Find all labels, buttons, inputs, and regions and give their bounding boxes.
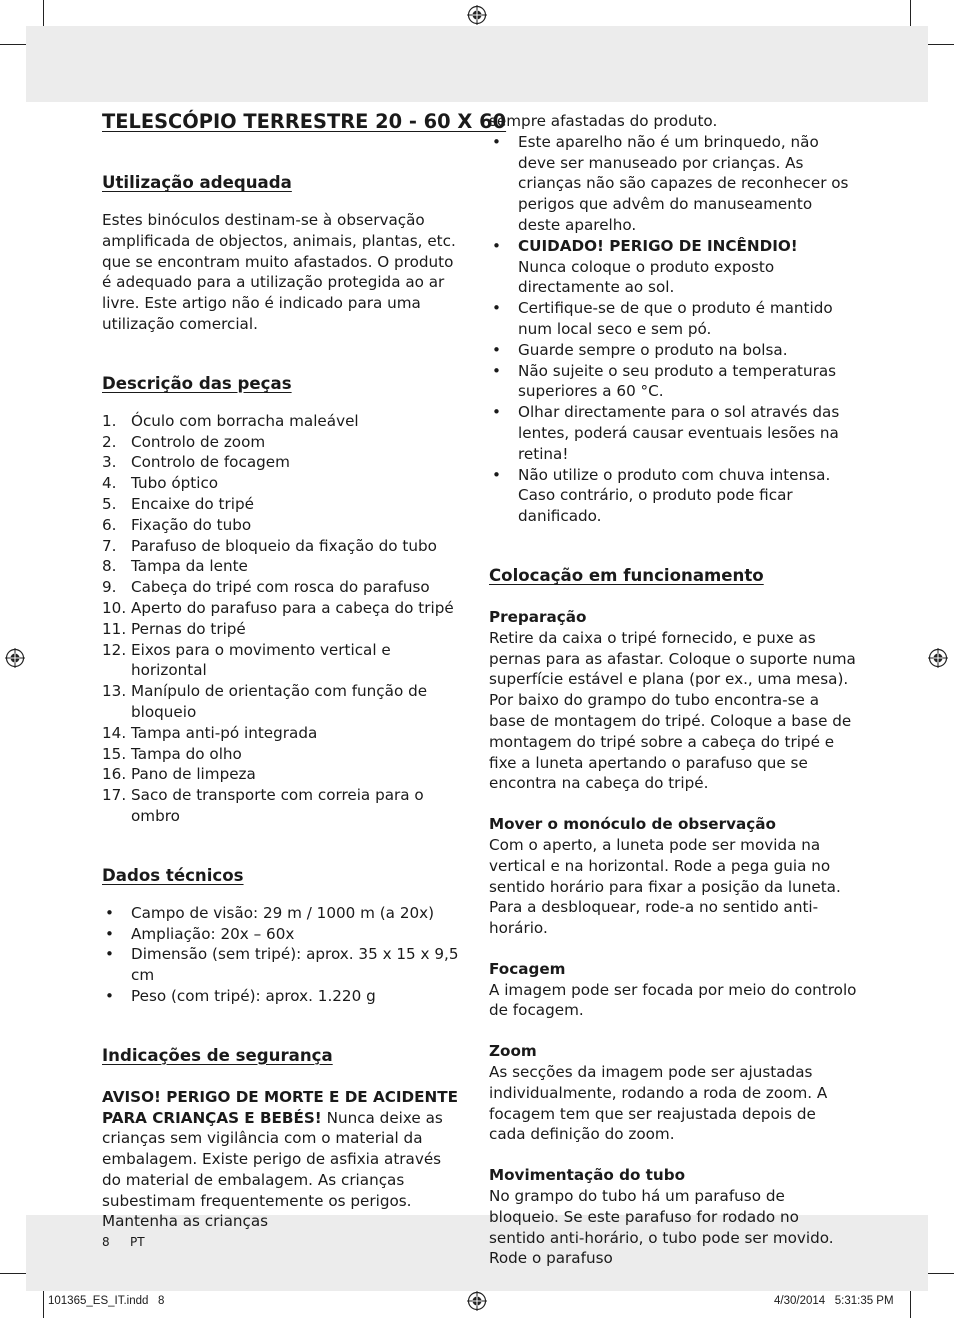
left-column bbox=[102, 110, 507, 1232]
registration-mark-icon bbox=[467, 5, 487, 25]
mover-text: Com o aperto, a luneta pode ser movida na vertical e na horizontal. Rode a pega guia no sentido horário para fixar a posição da luneta. Para a desbloquear, rode-a no sentido anti-horário. bbox=[489, 835, 841, 938]
crop-mark bbox=[43, 0, 44, 26]
list-item: • Guarde sempre o produto na bolsa. bbox=[492, 340, 788, 359]
crop-mark bbox=[0, 1273, 26, 1274]
crop-mark bbox=[0, 44, 26, 45]
section-heading-descricao: Descrição das peças bbox=[102, 373, 292, 393]
list-item: 5. Encaixe do tripé bbox=[102, 494, 254, 513]
list-item: • Não sujeite o seu produto a temperaturas superiores a 60 °C. bbox=[492, 361, 837, 401]
list-item: 17. Saco de transporte com correia para o ombro bbox=[102, 786, 424, 825]
list-item: 12. Eixos para o movimento vertical e horizontal bbox=[102, 640, 391, 680]
section-heading-utilizacao: Utilização adequada bbox=[102, 173, 292, 192]
section-heading-seguranca: Indicações de segurança bbox=[102, 1045, 333, 1065]
list-item: 10. Aperto do parafuso para a cabeça do tripé bbox=[102, 598, 454, 617]
list-item: • Campo de visão: 29 m / 1000 m (a 20x) bbox=[105, 903, 435, 922]
utilizacao-text: Estes binóculos destinam-se à observação amplificada de objectos, animais, plantas, etc. que se encontram muito afastados. O produto é adequado para a utilização protegida ao ar livre. Este artigo não é indicado para uma utilização comercial. bbox=[102, 211, 456, 333]
list-item: 13. Manípulo de orientação com função de bloqueio bbox=[102, 682, 428, 721]
list-item: 3. Controlo de focagem bbox=[102, 453, 290, 472]
subheading-mover: Mover o monóculo de observação bbox=[489, 815, 776, 834]
parts-list bbox=[102, 411, 464, 827]
specs-list bbox=[102, 903, 464, 1007]
focagem-text: A imagem pode ser focada por meio do controlo de focagem. bbox=[489, 980, 857, 1020]
list-item: • Não utilize o produto com chuva intensa. Caso contrário, o produto pode ficar danificado. bbox=[492, 465, 831, 526]
page-title: TELESCÓPIO TERRESTRE 20 - 60 X 60 bbox=[102, 110, 507, 133]
list-item: • Olhar directamente para o sol através das lentes, poderá causar eventuais lesões na retina! bbox=[492, 403, 840, 463]
tubo-text: No grampo do tubo há um parafuso de bloqueio. Se este parafuso for rodado no sentido anti-horário, o tubo pode ser movido. Rode o parafuso bbox=[489, 1187, 834, 1268]
safety-list bbox=[489, 132, 857, 527]
header-band bbox=[26, 26, 928, 102]
subheading-preparacao: Preparação bbox=[489, 607, 587, 626]
list-item: 11. Pernas do tripé bbox=[102, 619, 246, 638]
crop-mark bbox=[910, 1291, 911, 1318]
list-item: 7. Parafuso de bloqueio da fixação do tubo bbox=[102, 536, 437, 555]
list-item: 1. Óculo com borracha maleável bbox=[102, 411, 359, 430]
list-item: 15. Tampa do olho bbox=[102, 744, 242, 763]
subheading-zoom: Zoom bbox=[489, 1042, 537, 1061]
warning-continued: sempre afastadas do produto. bbox=[489, 112, 718, 130]
page-number: 8 bbox=[102, 1235, 110, 1249]
list-item: 6. Fixação do tubo bbox=[102, 515, 252, 534]
section-heading-dados: Dados técnicos bbox=[102, 865, 244, 885]
warning-paragraph bbox=[102, 1087, 464, 1233]
section-heading-colocacao: Colocação em funcionamento bbox=[489, 565, 764, 585]
preparacao-text: Retire da caixa o tripé fornecido, e puxe as pernas para as afastar. Coloque o suporte numa superfície estável e plana (por ex., uma mesa). Por baixo do grampo do tubo encontra-se a base de montagem do tripé. Coloque a base de montagem do tripé sobre a cabeça do tripé e fixe a luneta apertando o parafuso que se encontra na cabeça do tripé. bbox=[489, 628, 856, 793]
language-code: PT bbox=[130, 1235, 145, 1249]
list-item: • Este aparelho não é um brinquedo, não deve ser manuseado por crianças. As crianças não são capazes de reconhecer os perigos que advêm do manuseamento deste aparelho. bbox=[492, 132, 849, 234]
warning-bold: AVISO! PERIGO DE MORTE E DE ACIDENTE PARA CRIANÇAS E BEBÉS! bbox=[102, 1087, 458, 1127]
subheading-tubo: Movimentação do tubo bbox=[489, 1166, 686, 1185]
list-item: 4. Tubo óptico bbox=[102, 474, 219, 493]
list-item: 16. Pano de limpeza bbox=[102, 765, 256, 784]
crop-mark bbox=[43, 1291, 44, 1318]
crop-mark bbox=[910, 0, 911, 26]
subheading-focagem: Focagem bbox=[489, 959, 566, 978]
crop-mark bbox=[928, 44, 954, 45]
warning-text: Nunca deixe as crianças sem vigilância com o material da embalagem. Existe perigo de asfixia através do material de embalagem. As crianças subestimam frequentemente os perigos. Mantenha as crianças bbox=[102, 1108, 443, 1231]
list-item: 14. Tampa anti-pó integrada bbox=[102, 723, 318, 742]
registration-mark-icon bbox=[5, 648, 25, 668]
registration-mark-icon bbox=[467, 1291, 487, 1311]
list-item: • Ampliação: 20x – 60x bbox=[105, 924, 295, 943]
list-item: 8. Tampa da lente bbox=[102, 557, 248, 576]
right-column bbox=[489, 111, 857, 1269]
list-item: • Dimensão (sem tripé): aprox. 35 x 15 x 9,5 cm bbox=[105, 945, 459, 985]
file-slug: 101365_ES_IT.indd 8 bbox=[48, 1295, 165, 1307]
print-datetime: 4/30/2014 5:31:35 PM bbox=[774, 1295, 894, 1307]
crop-mark bbox=[928, 1273, 954, 1274]
list-item: • Peso (com tripé): aprox. 1.220 g bbox=[105, 986, 376, 1005]
list-item: • Certifique-se de que o produto é mantido num local seco e sem pó. bbox=[492, 299, 833, 338]
list-item: • CUIDADO! PERIGO DE INCÊNDIO! Nunca coloque o produto exposto directamente ao sol. bbox=[492, 236, 798, 297]
zoom-text: As secções da imagem pode ser ajustadas individualmente, rodando a roda de zoom. A focagem tem que ser reajustada depois de cada definição do zoom. bbox=[489, 1063, 828, 1144]
list-item: 9. Cabeça do tripé com rosca do parafuso bbox=[102, 578, 430, 597]
list-item: 2. Controlo de zoom bbox=[102, 432, 266, 451]
registration-mark-icon bbox=[928, 648, 948, 668]
